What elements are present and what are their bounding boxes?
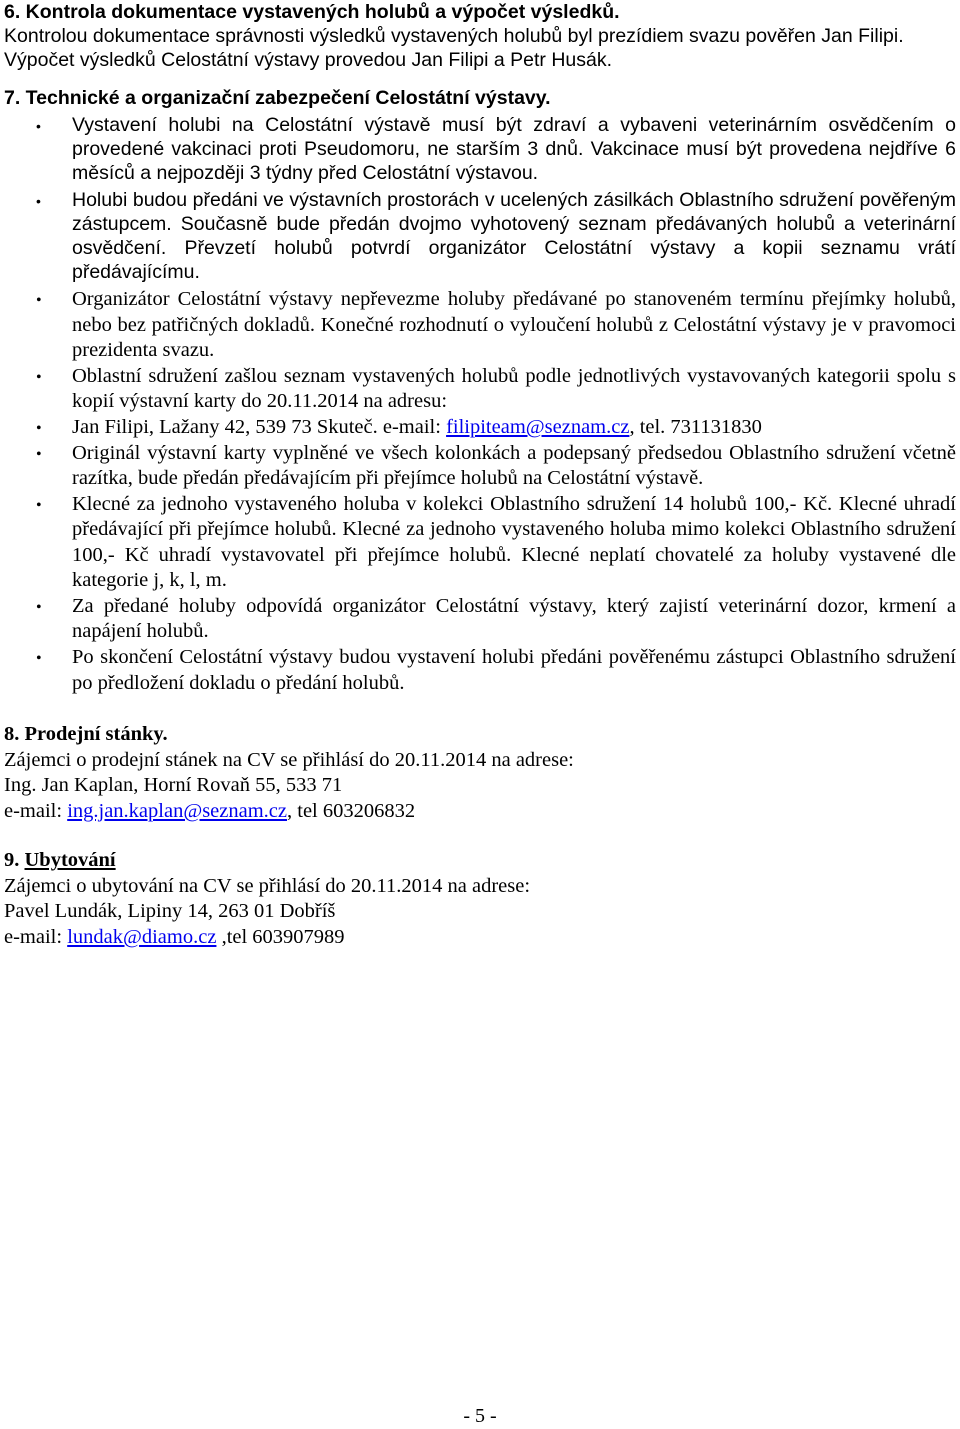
section-9-line-1: Zájemci o ubytování na CV se přihlásí do 20.11.2014 na adrese: — [4, 874, 531, 897]
section-7-list-part-2 — [4, 287, 956, 696]
bullet-icon: • — [36, 496, 42, 514]
phone-text: ,tel 603907989 — [216, 925, 345, 948]
section-8-line-2: Ing. Jan Kaplan, Horní Rovaň 55, 533 71 — [4, 774, 343, 797]
list-item — [4, 287, 956, 364]
list-item — [4, 441, 956, 492]
email-link[interactable]: filipiteam@seznam.cz — [446, 415, 630, 438]
list-item — [4, 113, 956, 185]
list-item-text: Za předané holuby odpovídá organizátor Celostátní výstavy, který zajistí veterinární dozor, krmení a napájení holubů. — [72, 594, 956, 643]
section-6 — [4, 0, 956, 72]
section-7-list-part-1 — [4, 113, 956, 284]
bullet-icon: • — [36, 118, 41, 134]
bullet-icon: • — [36, 650, 42, 668]
bullet-icon: • — [36, 193, 41, 209]
list-item — [4, 594, 956, 645]
section-6-text: Kontrolou dokumentace správnosti výsledků vystavených holubů byl prezídiem svazu pověřen Jan Filipi. Výpočet výsledků Celostátní výstavy provedou Jan Filipi a Petr Husák. — [4, 25, 904, 71]
list-item — [4, 492, 956, 594]
list-item-text: Originál výstavní karty vyplněné ve všech kolonkách a podepsaný předsedou Oblastního sdružení včetně razítka, bude předán předávajícím při přejímce holubů na Celostátní výstavě. — [72, 441, 956, 490]
list-item — [4, 645, 956, 696]
section-7 — [4, 86, 956, 284]
list-item — [4, 415, 956, 441]
email-label: e-mail: — [4, 925, 68, 948]
section-8 — [4, 722, 956, 824]
page-number: - 5 - — [463, 1405, 497, 1427]
list-item-text: Po skončení Celostátní výstavy budou vystavení holubi předáni pověřenému zástupci Oblastního sdružení po předložení dokladu o předání holubů. — [72, 646, 956, 694]
bullet-icon: • — [36, 445, 42, 463]
list-item-text: Klecné za jednoho vystaveného holuba v kolekci Oblastního sdružení 14 holubů 100,- Kč. Klecné uhradí předávající při přejímce holubů. Klecné za jednoho vystaveného holuba mimo kolekci Oblastního sdružení 100,- Kč uhradí vystavovatel při přejímce holubů. Klecné neplatí chovatelé za holuby vystavené dle kategorie j, k, l, m. — [72, 492, 956, 592]
phone-text: , tel. 731131830 — [629, 415, 762, 438]
section-9-contact — [4, 925, 956, 951]
list-item — [4, 364, 956, 415]
section-7-heading: 7. Technické a organizační zabezpečení Celostátní výstavy. — [4, 87, 551, 109]
bullet-icon: • — [36, 419, 42, 437]
section-8-line-1: Zájemci o prodejní stánek na CV se přihlásí do 20.11.2014 na adrese: — [4, 748, 574, 771]
section-6-heading: 6. Kontrola dokumentace vystavených holubů a výpočet výsledků. — [4, 1, 620, 23]
section-8-contact — [4, 799, 956, 825]
list-item — [4, 188, 956, 284]
list-item-text: Organizátor Celostátní výstavy nepřevezme holuby předávané po stanoveném termínu přejímky holubů, nebo bez patřičných dokladů. Konečné rozhodnutí o vyloučení holubů z Celostátní výstavy je v pravomoci prezidenta svazu. — [72, 288, 956, 361]
section-9-line-2: Pavel Lundák, Lipiny 14, 263 01 Dobříš — [4, 900, 336, 923]
email-link[interactable]: lundak@diamo.cz — [67, 925, 217, 948]
email-link[interactable]: ing.jan.kaplan@seznam.cz — [67, 799, 287, 822]
section-9-heading-word: Ubytování — [24, 849, 116, 872]
section-9-heading-number: 9. — [4, 849, 25, 872]
bullet-icon: • — [36, 598, 42, 616]
section-8-heading: 8. Prodejní stánky. — [4, 723, 168, 746]
address-text: Jan Filipi, Lažany 42, 539 73 Skuteč. e-mail: — [72, 415, 447, 438]
document-page — [4, 0, 956, 950]
list-item-text: Vystavení holubi na Celostátní výstavě musí být zdraví a vybaveni veterinárním osvědčením o provedené vakcinaci proti Pseudomoru, ne starším 3 dnů. Vakcinace musí být provedena nejdříve 6 měsíců a nejpozději 3 týdny před Celostátní výstavou. — [72, 114, 956, 184]
email-label: e-mail: — [4, 799, 68, 822]
section-9-heading — [4, 848, 956, 874]
bullet-icon: • — [36, 368, 42, 386]
list-item-text: Oblastní sdružení zašlou seznam vystavených holubů podle jednotlivých vystavovaných kategorii spolu s kopií výstavní karty do 20.11.2014 na adresu: — [72, 364, 956, 413]
phone-text: , tel 603206832 — [287, 799, 416, 822]
section-9 — [4, 848, 956, 950]
bullet-icon: • — [36, 292, 42, 309]
list-item-text: Holubi budou předáni ve výstavních prostorách v ucelených zásilkách Oblastního sdružení pověřeným zástupcem. Současně bude předán dvojmo vyhotovený seznam předávaných holubů a veterinární osvědčení. Převzetí holubů potvrdí organizátor Celostátní výstavy a kopii seznamu vrátí předávajícímu. — [72, 189, 956, 283]
